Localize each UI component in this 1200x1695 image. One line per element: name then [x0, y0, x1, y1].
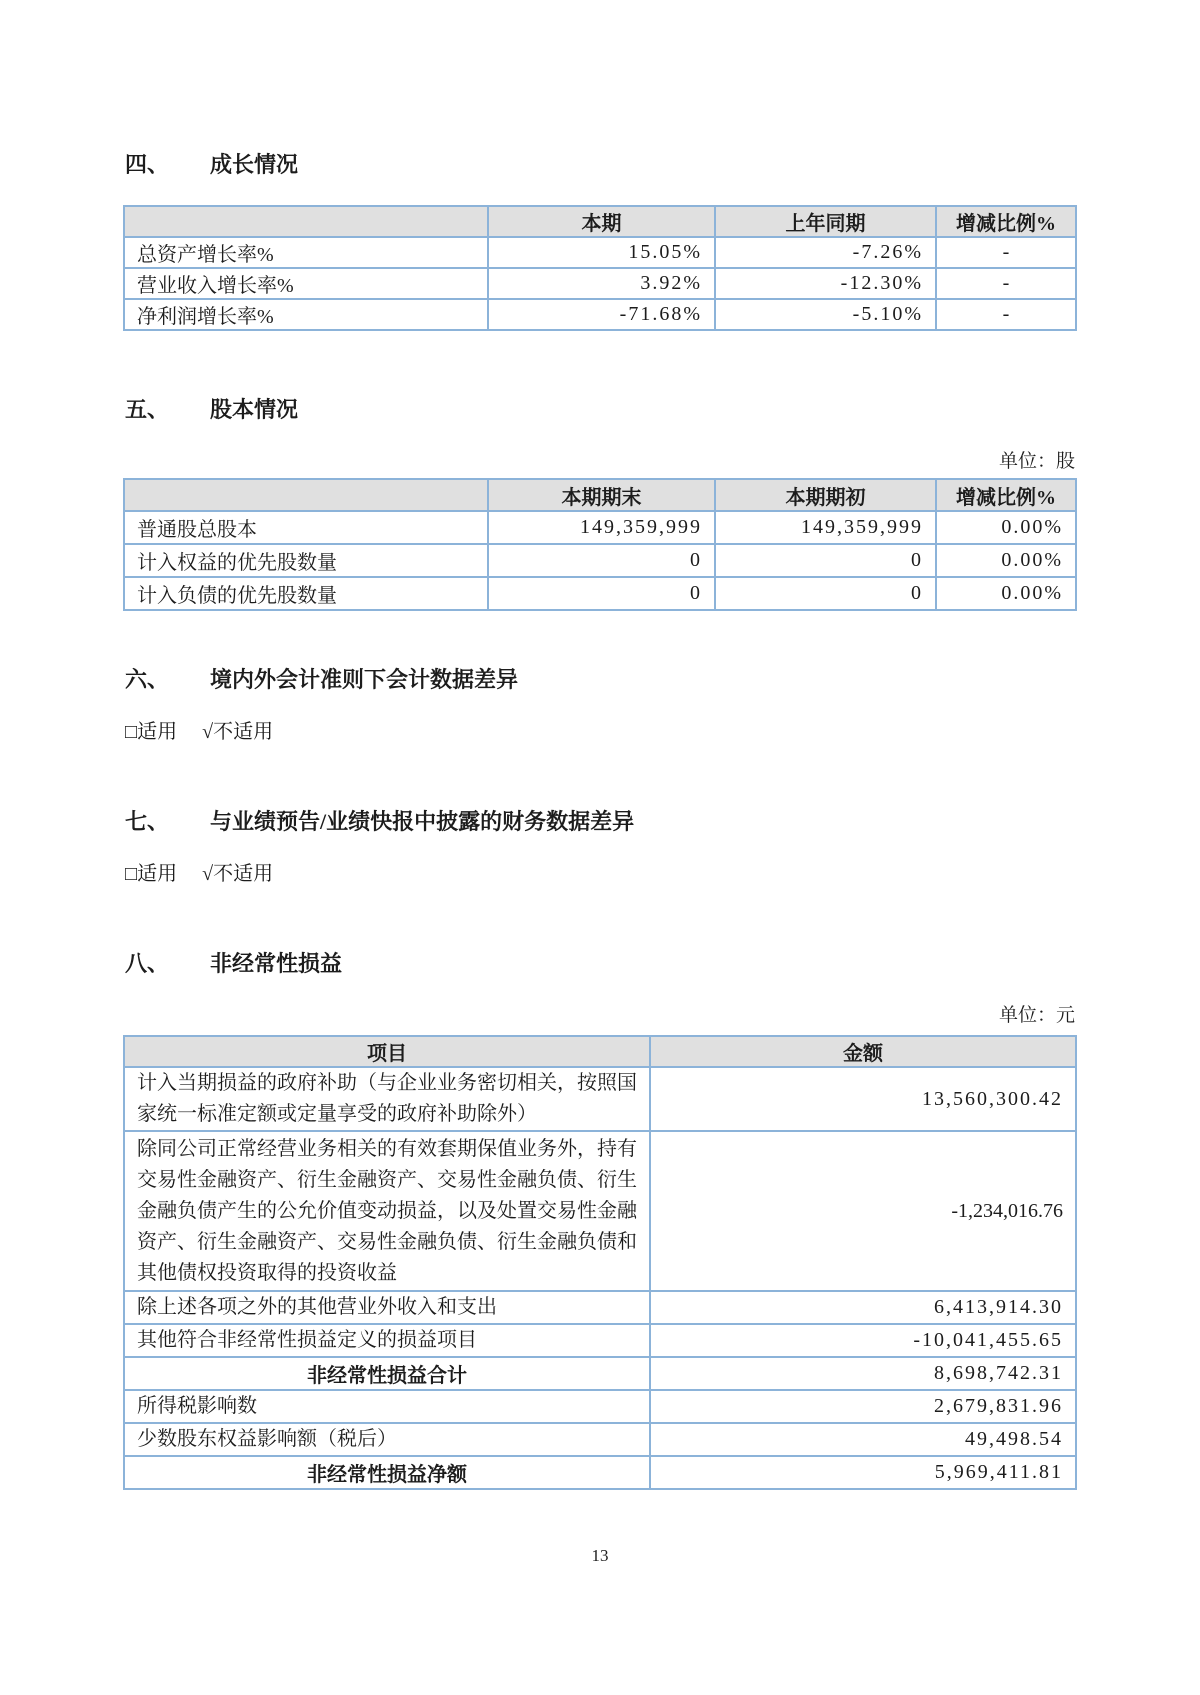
table-row — [124, 544, 1076, 577]
cell-value: 0.00% — [936, 511, 1076, 544]
header-cell-blank — [124, 206, 488, 237]
table-row — [124, 577, 1076, 610]
cell-value: 6,413,914.30 — [650, 1291, 1076, 1324]
row-label: 计入负债的优先股数量 — [124, 577, 488, 610]
cell-value: 15.05% — [488, 237, 715, 268]
row-label: 净利润增长率% — [124, 299, 488, 330]
section-title: 与业绩预告/业绩快报中披露的财务数据差异 — [210, 809, 635, 834]
cell-value: 5,969,411.81 — [650, 1456, 1076, 1489]
table-row — [124, 1390, 1076, 1423]
applicability-line-forecast-diff — [125, 862, 273, 886]
growth-table-header-row — [124, 206, 1076, 237]
table-row — [124, 511, 1076, 544]
header-cell-period-begin: 本期期初 — [715, 479, 936, 511]
section-number: 四、 — [125, 152, 170, 177]
growth-table — [123, 205, 1077, 331]
cell-value: -12.30% — [715, 268, 936, 299]
table-row — [124, 1067, 1076, 1131]
section-heading-capital — [125, 396, 298, 424]
row-label: 其他符合非经常性损益定义的损益项目 — [124, 1324, 650, 1357]
row-label-total: 非经常性损益合计 — [124, 1357, 650, 1390]
row-label: 计入权益的优先股数量 — [124, 544, 488, 577]
cell-value: -71.68% — [488, 299, 715, 330]
section-number: 六、 — [125, 667, 170, 692]
cell-value: 149,359,999 — [715, 511, 936, 544]
cell-value: - — [936, 299, 1076, 330]
cell-value: 49,498.54 — [650, 1423, 1076, 1456]
row-label: 营业收入增长率% — [124, 268, 488, 299]
section-heading-forecast-diff — [125, 808, 634, 836]
row-label: 所得税影响数 — [124, 1390, 650, 1423]
header-cell-item: 项目 — [124, 1036, 650, 1067]
section-number: 八、 — [125, 951, 170, 976]
cell-value: 3.92% — [488, 268, 715, 299]
section-title: 股本情况 — [210, 397, 299, 422]
cell-value: 8,698,742.31 — [650, 1357, 1076, 1390]
section-number: 七、 — [125, 809, 170, 834]
row-label: 除同公司正常经营业务相关的有效套期保值业务外，持有交易性金融资产、衍生金融资产、交易性金融负债、衍生金融负债产生的公允价值变动损益，以及处置交易性金融资产、衍生金融资产、交易性金融负债、衍生金融负债和其他债权投资取得的投资收益 — [124, 1131, 650, 1291]
header-cell-change-ratio: 增减比例% — [936, 206, 1076, 237]
table-row — [124, 1324, 1076, 1357]
section-heading-non-recurring — [125, 950, 342, 978]
checkbox-not-applicable: √不适用 — [202, 863, 274, 885]
table-row — [124, 268, 1076, 299]
cell-value: -10,041,455.65 — [650, 1324, 1076, 1357]
cell-value: - — [936, 237, 1076, 268]
table-row — [124, 299, 1076, 330]
cell-value: -1,234,016.76 — [650, 1131, 1076, 1291]
header-cell-change-ratio: 增减比例% — [936, 479, 1076, 511]
applicability-line-accounting-diff — [125, 720, 273, 744]
section-heading-growth — [125, 151, 298, 179]
table-row-net-total — [124, 1456, 1076, 1489]
cell-value: -7.26% — [715, 237, 936, 268]
cell-value: 0 — [715, 577, 936, 610]
section-title: 境内外会计准则下会计数据差异 — [210, 667, 519, 692]
checkbox-applicable: □适用 — [125, 863, 178, 885]
table-row — [124, 237, 1076, 268]
cell-value: - — [936, 268, 1076, 299]
row-label: 除上述各项之外的其他营业外收入和支出 — [124, 1291, 650, 1324]
section-title: 非经常性损益 — [210, 951, 343, 976]
checkbox-applicable: □适用 — [125, 721, 178, 743]
header-cell-prior-period: 上年同期 — [715, 206, 936, 237]
cell-value: 0 — [488, 544, 715, 577]
unit-label-shares: 单位：股 — [998, 451, 1075, 472]
non-recurring-table — [123, 1035, 1077, 1490]
row-label: 计入当期损益的政府补助（与企业业务密切相关，按照国家统一标准定额或定量享受的政府补助除外） — [124, 1067, 650, 1131]
capital-table — [123, 478, 1077, 611]
cell-value: 0.00% — [936, 577, 1076, 610]
table-row-total — [124, 1357, 1076, 1390]
section-heading-accounting-diff — [125, 666, 518, 694]
section-number: 五、 — [125, 397, 170, 422]
row-label: 普通股总股本 — [124, 511, 488, 544]
header-cell-period-end: 本期期末 — [488, 479, 715, 511]
section-title: 成长情况 — [210, 152, 299, 177]
row-label: 少数股东权益影响额（税后） — [124, 1423, 650, 1456]
cell-value: 13,560,300.42 — [650, 1067, 1076, 1131]
cell-value: 0 — [488, 577, 715, 610]
checkbox-not-applicable: √不适用 — [202, 721, 274, 743]
capital-table-header-row — [124, 479, 1076, 511]
cell-value: 2,679,831.96 — [650, 1390, 1076, 1423]
table-row — [124, 1131, 1076, 1291]
non-recurring-header-row — [124, 1036, 1076, 1067]
page-number: 13 — [591, 1546, 609, 1565]
header-cell-current-period: 本期 — [488, 206, 715, 237]
row-label-net-total: 非经常性损益净额 — [124, 1456, 650, 1489]
cell-value: -5.10% — [715, 299, 936, 330]
cell-value: 149,359,999 — [488, 511, 715, 544]
unit-label-yuan: 单位：元 — [998, 1005, 1075, 1026]
table-row — [124, 1423, 1076, 1456]
cell-value: 0.00% — [936, 544, 1076, 577]
header-cell-blank — [124, 479, 488, 511]
row-label: 总资产增长率% — [124, 237, 488, 268]
header-cell-amount: 金额 — [650, 1036, 1076, 1067]
cell-value: 0 — [715, 544, 936, 577]
table-row — [124, 1291, 1076, 1324]
